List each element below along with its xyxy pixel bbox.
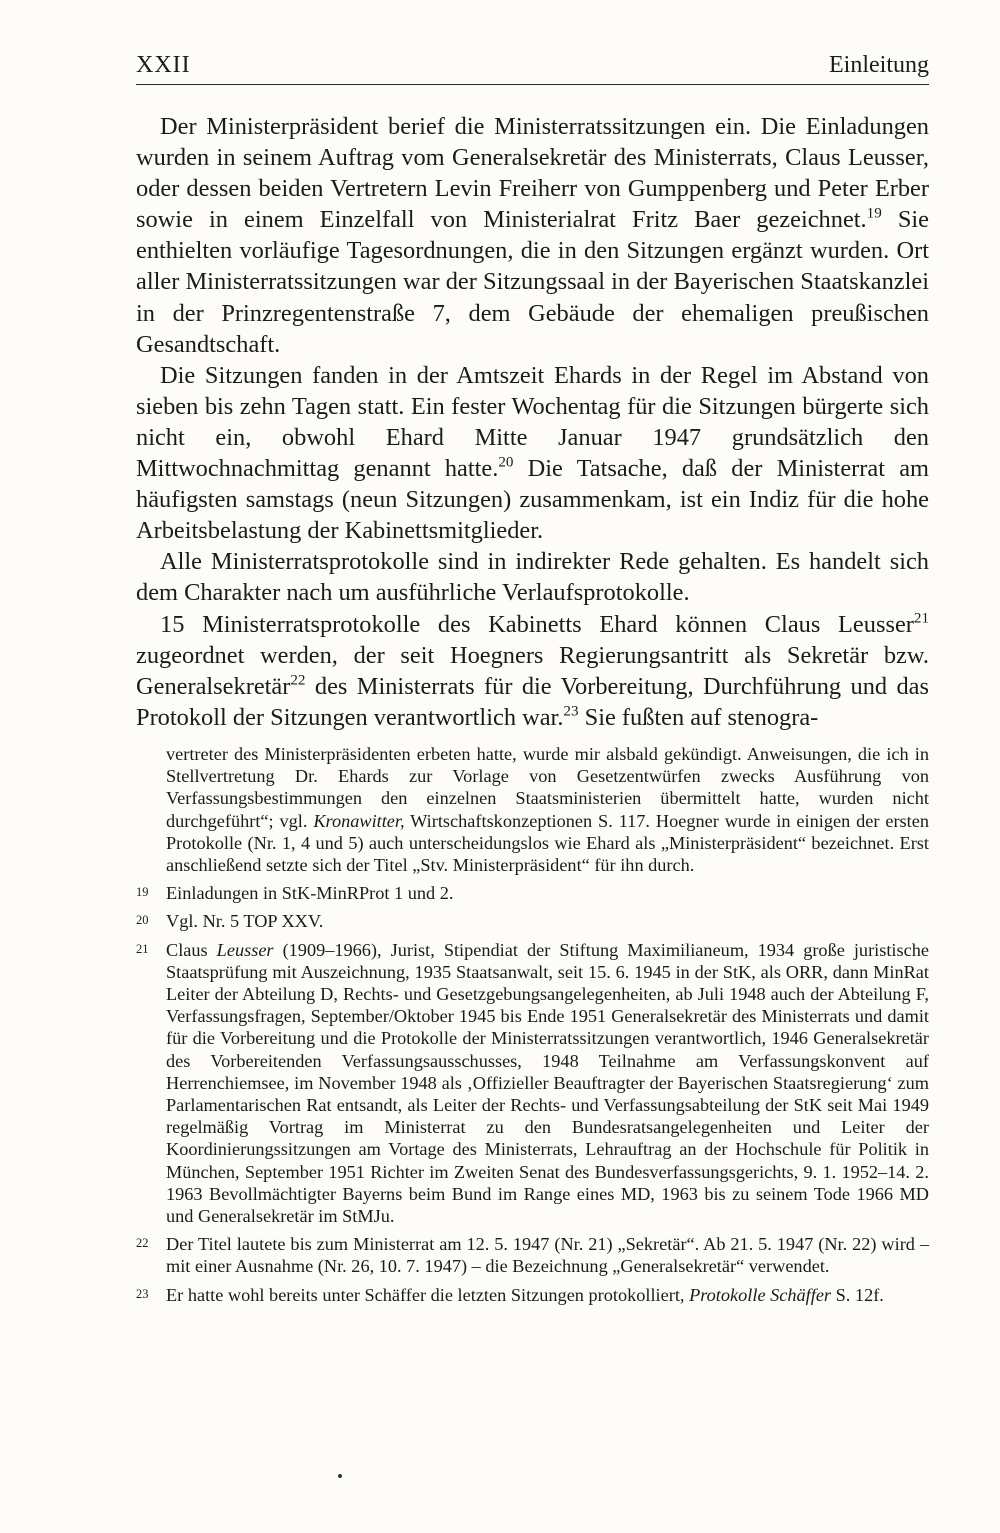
footnotes — [136, 743, 929, 1306]
text-run: Sie fußten auf stenogra- — [578, 703, 819, 731]
footnote-23 — [136, 1284, 929, 1306]
text-run: Er hatte wohl bereits unter Schäffer die letzten Sitzungen protokolliert, — [166, 1284, 690, 1305]
text-run: Sie enthielten vorläufige Tagesordnungen, die in den Sitzungen ergänzt wurden. Ort aller Ministerratssitzungen war der Sitzungssaal in der Bayerischen Staatskanzlei in der Prinzregentenstraße 7, dem Gebäude der ehemaligen preußischen Gesandtschaft. — [136, 206, 930, 358]
text-run: Wirtschaftskonzeptionen S. 117. Hoegner wurde in einigen der ersten Protokolle (Nr. 1, 4 und 5) auch unterscheidungslos wie Ehard als „Ministerpräsident“ bezeichnet. Erst anschließend setzte sich der Titel „Stv. Ministerpräsident“ für ihn durch. — [166, 810, 929, 876]
text-run: Die Sitzungen fanden in der Amtszeit Ehards in der Regel im Abstand von sieben bis zehn Tagen statt. Ein fester Wochentag für die Sitzungen bürgerte sich nicht ein, obwohl Ehard Mitte Januar 1947 grundsätzlich den Mittwochnachmittag genannt hatte. — [136, 361, 929, 483]
footnote-19 — [136, 882, 929, 904]
footnote-ref[interactable]: 23 — [563, 703, 579, 720]
paragraph — [136, 111, 929, 360]
footnote-number: 20 — [136, 913, 149, 928]
footnote-ref[interactable]: 22 — [290, 672, 306, 689]
text-run: Alle Ministerratsprotokolle sind in indirekter Rede gehalten. Es handelt sich dem Charakter nach um ausführliche Verlaufsprotokolle. — [136, 548, 929, 607]
text-run: Claus — [166, 939, 217, 960]
footnote-21 — [136, 939, 929, 1228]
footnote-text: Vgl. Nr. 5 TOP XXV. — [166, 911, 324, 932]
main-text — [136, 111, 929, 733]
footnote-text: Einladungen in StK-MinRProt 1 und 2. — [166, 883, 454, 904]
citation-author: Kronawitter, — [313, 810, 405, 831]
text-run: Der Ministerpräsident berief die Ministerratssitzungen ein. Die Einladungen wurden in seinem Auftrag vom Generalsekretär des Ministerrats, Claus Leusser, oder dessen beiden Vertretern Levin Freiherr von Gumppenberg und Peter Erber sowie in einem Einzelfall von Ministerialrat Fritz Baer gezeichnet. — [136, 113, 929, 234]
footnote-ref[interactable]: 19 — [866, 205, 882, 222]
text-run: 15 Ministerratsprotokolle des Kabinetts Ehard können Claus Leusser — [160, 610, 914, 638]
footnote-22 — [136, 1233, 929, 1277]
running-head — [136, 48, 929, 85]
page-number: XXII — [136, 52, 191, 78]
footnote-20 — [136, 910, 929, 932]
footnote-number: 22 — [136, 1236, 149, 1251]
footnote-number: 23 — [136, 1286, 149, 1301]
text-run: (1909–1966), Jurist, Stipendiat der Stiftung Maximilianeum, 1934 große juristische Staatsprüfung mit Auszeichnung, 1935 Staatsanwalt, seit 15. 6. 1945 in der StK, als ORR, dann MinRat Leiter der Abteilung D, Rechts- und Gesetzgebungsangelegenheiten, ab Juli 1948 auch der Abteilung F, Verfassungsfragen, September/Oktober 1945 bis Ende 1951 Generalsekretär des Ministerrats und damit für die Vorbereitung und die Protokolle der Ministerratssitzungen verantwortlich, 1946 Generalsekretär des Vorbereitenden Verfassungsausschusses, 1948 Teilnahme am Verfassungskonvent auf Herrenchiemsee, im November 1948 als ‚Offizieller Beauftragter der Bayerischen Staatsregierung‘ zum Parlamentarischen Rat entsandt, als Leiter der Rechts- und Verfassungsabteilung der StK seit Mai 1949 regelmäßig Vortrag im Ministerrat zu den Bundesratsangelegenheiten und Leiter der Koordinierungssitzungen am Vortage des Ministerrats, Lehrauftrag an der Hochschule für Politik in München, September 1951 Richter im Zweiten Senat des Bundesverfassungsgerichts, 9. 1. 1952–14. 2. 1963 Bevollmächtigter Bayerns beim Bund im Range eines MD, 1963 bis zu seinem Tode 1966 MD und Generalsekretär im StMJu. — [166, 939, 929, 1227]
section-title: Einleitung — [829, 52, 929, 78]
person-name: Leusser — [216, 939, 274, 960]
footnote-text: Der Titel lautete bis zum Ministerrat am 12. 5. 1947 (Nr. 21) „Sekretär“. Ab 21. 5. 1947 (Nr. 22) wird – mit einer Ausnahme (Nr. 26, 10. 7. 1947) – die Bezeichnung „Generalsekretär“ verwendet. — [166, 1234, 929, 1277]
paragraph — [136, 360, 929, 547]
text-run: des Ministerrats für die Vorbereitung, Durchführung und das Protokoll der Sitzungen verantwortlich war. — [136, 672, 929, 731]
paragraph — [136, 546, 929, 608]
footnote-ref[interactable]: 20 — [498, 454, 514, 471]
footnote-number: 21 — [136, 941, 149, 956]
text-run: vertreter des Ministerpräsidenten erbeten hatte, wurde mir alsbald gekündigt. Anweisungen, die ich in Stellvertretung Dr. Ehards zur Vorlage von Gesetzentwürfen zwecks Ausführung von Verfassungsbestimmungen den einzelnen Staatsministerien übermittelt hatte, wurden nicht durchgeführt“; vgl. — [166, 744, 929, 831]
text-run: Die Tatsache, daß der Ministerrat am häufigsten samstags (neun Sitzungen) zusammenkam, ist ein Indiz für die hohe Arbeitsbelastung der Kabinettsmitglieder. — [136, 455, 929, 545]
ink-speck — [338, 1474, 342, 1478]
footnote-ref[interactable]: 21 — [913, 610, 929, 627]
text-run: zugeordnet werden, der seit Hoegners Regierungsantritt als Sekretär bzw. Generalsekretär — [136, 641, 929, 700]
footnote-continued — [136, 743, 929, 876]
footnote-number: 19 — [136, 885, 149, 900]
citation-title: Protokolle Schäffer — [689, 1284, 832, 1305]
text-run: S. 12f. — [831, 1284, 884, 1305]
paragraph — [136, 609, 929, 733]
